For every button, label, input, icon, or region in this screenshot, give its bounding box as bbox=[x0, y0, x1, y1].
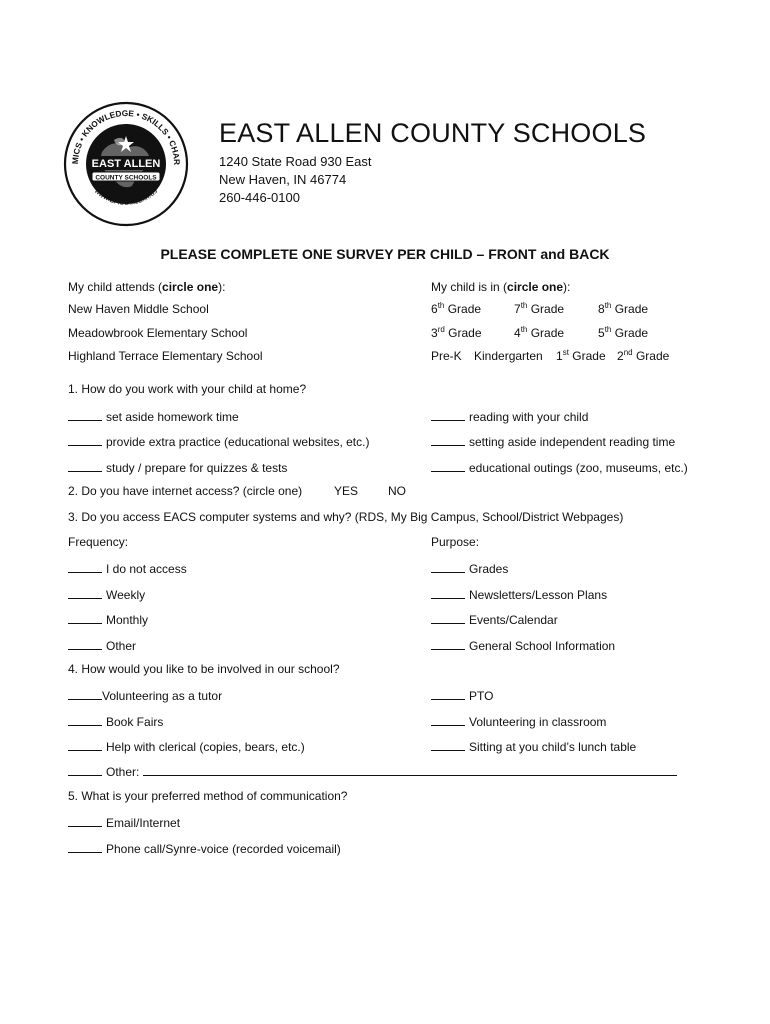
q1-option-left-3[interactable]: study / prepare for quizzes & tests bbox=[68, 459, 287, 476]
frequency-label: Frequency: bbox=[68, 535, 129, 549]
q3-purpose-1[interactable]: Grades bbox=[431, 560, 508, 577]
q5-option-1[interactable]: Email/Internet bbox=[68, 814, 180, 831]
attends-label: My child attends (circle one): bbox=[68, 280, 226, 294]
grade-option-6[interactable]: 6th Grade bbox=[431, 301, 482, 316]
grade-option-5[interactable]: 5th Grade bbox=[598, 325, 649, 340]
logo-url: www.EACS.k12.in.us bbox=[92, 186, 160, 207]
q3-purpose-2[interactable]: Newsletters/Lesson Plans bbox=[431, 586, 607, 603]
svg-text:EAST ALLEN: EAST ALLEN bbox=[91, 158, 161, 170]
svg-text:ACADEMICS • KNOWLEDGE • SKILLS: MICS • KNOWLEDGE • SKILLS • CHAR bbox=[69, 107, 183, 166]
q4-option-left-3[interactable]: Help with clerical (copies, bears, etc.) bbox=[68, 738, 305, 755]
q3-frequency-1[interactable]: I do not access bbox=[68, 560, 187, 577]
q2-yes-option[interactable]: YES bbox=[334, 484, 359, 498]
q1-option-left-1[interactable]: set aside homework time bbox=[68, 408, 239, 425]
q2-no-option[interactable]: NO bbox=[388, 484, 406, 498]
q1-option-right-3[interactable]: educational outings (zoo, museums, etc.) bbox=[431, 459, 688, 476]
q3-purpose-3[interactable]: Events/Calendar bbox=[431, 611, 558, 628]
grade-option-7[interactable]: 7th Grade bbox=[514, 301, 565, 316]
grade-option-3[interactable]: 3rd Grade bbox=[431, 325, 482, 340]
district-logo bbox=[62, 100, 190, 228]
phone-number: 260-446-0100 bbox=[219, 190, 300, 205]
question-2: 2. Do you have internet access? (circle one) bbox=[68, 484, 303, 498]
grade-option-1[interactable]: 1st Grade bbox=[556, 348, 606, 363]
grade-option-prek[interactable]: Pre-K bbox=[431, 349, 462, 363]
q4-option-right-2[interactable]: Volunteering in classroom bbox=[431, 713, 606, 730]
q1-option-left-2[interactable]: provide extra practice (educational websites, etc.) bbox=[68, 433, 369, 450]
q3-frequency-2[interactable]: Weekly bbox=[68, 586, 145, 603]
q4-other-field[interactable]: Other: bbox=[68, 763, 677, 780]
q3-frequency-3[interactable]: Monthly bbox=[68, 611, 148, 628]
school-option-1[interactable]: New Haven Middle School bbox=[68, 302, 209, 316]
q4-option-right-1[interactable]: PTO bbox=[431, 687, 493, 704]
school-option-3[interactable]: Highland Terrace Elementary School bbox=[68, 349, 263, 363]
address-line-2: New Haven, IN 46774 bbox=[219, 172, 347, 187]
q1-option-right-2[interactable]: setting aside independent reading time bbox=[431, 433, 675, 450]
q4-option-right-3[interactable]: Sitting at you child’s lunch table bbox=[431, 738, 636, 755]
other-write-in-line[interactable] bbox=[143, 763, 677, 776]
address-line-1: 1240 State Road 930 East bbox=[219, 154, 372, 169]
school-option-2[interactable]: Meadowbrook Elementary School bbox=[68, 326, 248, 340]
survey-heading: PLEASE COMPLETE ONE SURVEY PER CHILD – FRONT and BACK bbox=[160, 246, 610, 262]
page-title: EAST ALLEN COUNTY SCHOOLS bbox=[219, 118, 647, 148]
grade-option-2[interactable]: 2nd Grade bbox=[617, 348, 670, 363]
q4-option-left-2[interactable]: Book Fairs bbox=[68, 713, 163, 730]
grade-option-8[interactable]: 8th Grade bbox=[598, 301, 649, 316]
question-3: 3. Do you access EACS computer systems and why? (RDS, My Big Campus, School/District Webpages) bbox=[68, 510, 624, 524]
q3-frequency-4[interactable]: Other bbox=[68, 637, 136, 654]
question-5: 5. What is your preferred method of communication? bbox=[68, 789, 348, 803]
grade-option-kindergarten[interactable]: Kindergarten bbox=[474, 349, 543, 363]
grade-option-4[interactable]: 4th Grade bbox=[514, 325, 565, 340]
svg-text:COUNTY SCHOOLS: COUNTY SCHOOLS bbox=[95, 174, 157, 182]
q4-option-left-1[interactable]: Volunteering as a tutor bbox=[68, 687, 222, 704]
q3-purpose-4[interactable]: General School Information bbox=[431, 637, 615, 654]
q5-option-2[interactable]: Phone call/Synre-voice (recorded voicemail) bbox=[68, 840, 341, 857]
q1-option-right-1[interactable]: reading with your child bbox=[431, 408, 588, 425]
grade-label: My child is in (circle one): bbox=[431, 280, 571, 294]
question-1: 1. How do you work with your child at home? bbox=[68, 382, 307, 396]
logo-seal-icon bbox=[62, 100, 190, 228]
purpose-label: Purpose: bbox=[431, 535, 480, 549]
question-4: 4. How would you like to be involved in our school? bbox=[68, 662, 340, 676]
